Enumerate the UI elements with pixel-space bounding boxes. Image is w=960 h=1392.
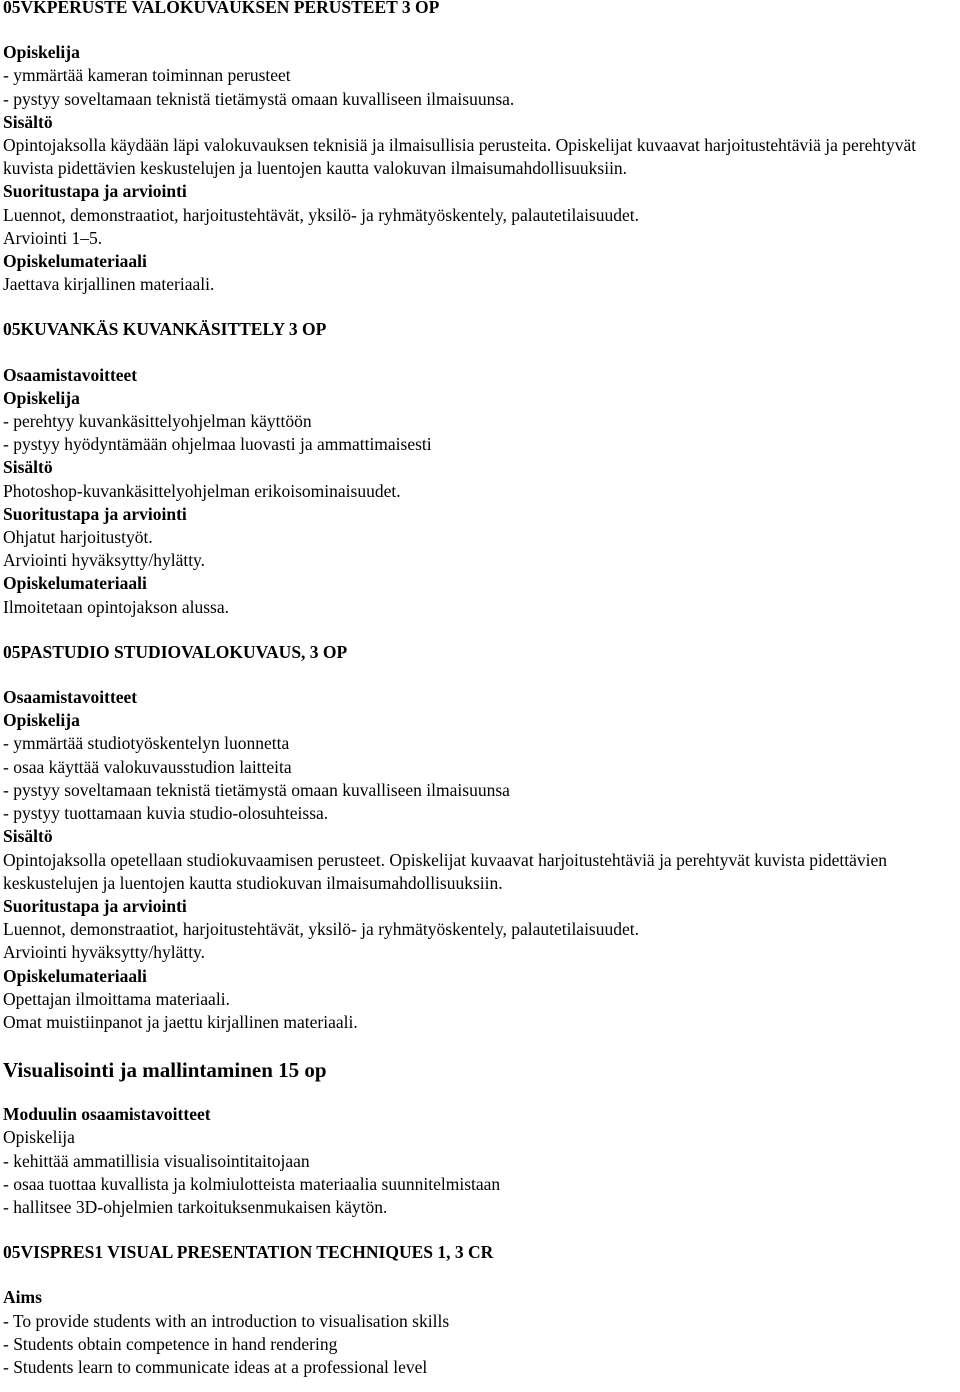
outcome-item: - perehtyy kuvankäsittelyohjelman käyttöön [3,411,312,432]
assessment-text: Luennot, demonstraatiot, harjoitustehtävät, yksilö- ja ryhmätyöskentely, palautetilaisuudet. [3,204,639,225]
section-heading: Aims [3,1287,42,1308]
content-text: Photoshop-kuvankäsittelyohjelman erikoisominaisuudet. [3,480,401,501]
course-title: 05PASTUDIO STUDIOVALOKUVAUS, 3 OP [3,641,348,662]
course-section-vkperuste [3,0,958,296]
lead-label: Opiskelija [3,1127,75,1148]
assessment-text: Arviointi hyväksytty/hylätty. [3,942,206,963]
outcome-item: - pystyy tuottamaan kuvia studio-olosuhteissa. [3,803,329,824]
assessment-label: Suoritustapa ja arviointi [3,503,187,524]
aim-item: - To provide students with an introduction to visualisation skills [3,1310,450,1331]
lead-label: Opiskelija [3,387,80,408]
content-label: Sisältö [3,826,53,847]
assessment-text: Ohjatut harjoitustyöt. [3,527,153,548]
section-heading: Osaamistavoitteet [3,364,138,385]
aim-item: - Students obtain competence in hand rendering [3,1333,338,1354]
module-title: Visualisointi ja mallintaminen 15 op [3,1058,327,1083]
module-section [3,1056,958,1219]
document-page [3,0,958,1379]
assessment-text: Arviointi hyväksytty/hylätty. [3,550,206,571]
materials-label: Opiskelumateriaali [3,965,147,986]
materials-text: Opettajan ilmoittama materiaali. [3,988,230,1009]
materials-text: Jaettava kirjallinen materiaali. [3,274,215,295]
content-label: Sisältö [3,457,53,478]
course-title: 05KUVANKÄS KUVANKÄSITTELY 3 OP [3,319,327,340]
content-text: Opintojaksolla opetellaan studiokuvaamisen perusteet. Opiskelijat kuvaavat harjoitustehtäviä ja perehtyvät kuvista pidettävien keskustelujen ja luentojen kautta studiokuvan ilmaisumahdollisuuksiin. [3,849,892,893]
outcome-item: - ymmärtää studiotyöskentelyn luonnetta [3,733,290,754]
section-heading: Moduulin osaamistavoitteet [3,1104,211,1125]
course-section-pastudio [3,641,958,1034]
outcome-item: - osaa tuottaa kuvallista ja kolmiulotteista materiaalia suunnitelmistaan [3,1173,501,1194]
assessment-text: Arviointi 1–5. [3,227,103,248]
materials-label: Opiskelumateriaali [3,573,147,594]
outcome-item: - osaa käyttää valokuvausstudion laitteita [3,756,292,777]
section-heading: Osaamistavoitteet [3,687,138,708]
assessment-label: Suoritustapa ja arviointi [3,895,187,916]
outcome-item: - ymmärtää kameran toiminnan perusteet [3,65,291,86]
outcome-item: - hallitsee 3D-ohjelmien tarkoituksenmukaisen käytön. [3,1196,388,1217]
outcome-item: - kehittää ammatillisia visualisointitaitojaan [3,1150,310,1171]
assessment-label: Suoritustapa ja arviointi [3,181,187,202]
outcome-item: - pystyy soveltamaan teknistä tietämystä omaan kuvalliseen ilmaisuunsa [3,779,510,800]
content-text: Opintojaksolla käydään läpi valokuvauksen teknisiä ja ilmaisullisia perusteita. Opiskelijat kuvaavat harjoitustehtäviä ja perehtyvät kuvista pidettävien keskustelujen ja luentojen kautta valokuvan ilmaisumahdollisuuksiin. [3,135,921,179]
course-section-kuvankas [3,318,958,618]
materials-text: Omat muistiinpanot ja jaettu kirjallinen materiaali. [3,1011,358,1032]
content-label: Sisältö [3,111,53,132]
outcome-item: - pystyy soveltamaan teknistä tietämystä omaan kuvalliseen ilmaisuunsa. [3,88,515,109]
aim-item: - Students learn to communicate ideas at a professional level [3,1356,428,1377]
materials-label: Opiskelumateriaali [3,251,147,272]
lead-label: Opiskelija [3,710,80,731]
assessment-text: Luennot, demonstraatiot, harjoitustehtävät, yksilö- ja ryhmätyöskentely, palautetilaisuudet. [3,919,639,940]
materials-text: Ilmoitetaan opintojakson alussa. [3,596,229,617]
course-section-vispres1 [3,1241,958,1379]
course-title: 05VISPRES1 VISUAL PRESENTATION TECHNIQUES 1, 3 CR [3,1242,494,1263]
course-title: 05VKPERUSTE VALOKUVAUKSEN PERUSTEET 3 OP [3,0,440,17]
lead-label: Opiskelija [3,42,80,63]
outcome-item: - pystyy hyödyntämään ohjelmaa luovasti ja ammattimaisesti [3,434,432,455]
